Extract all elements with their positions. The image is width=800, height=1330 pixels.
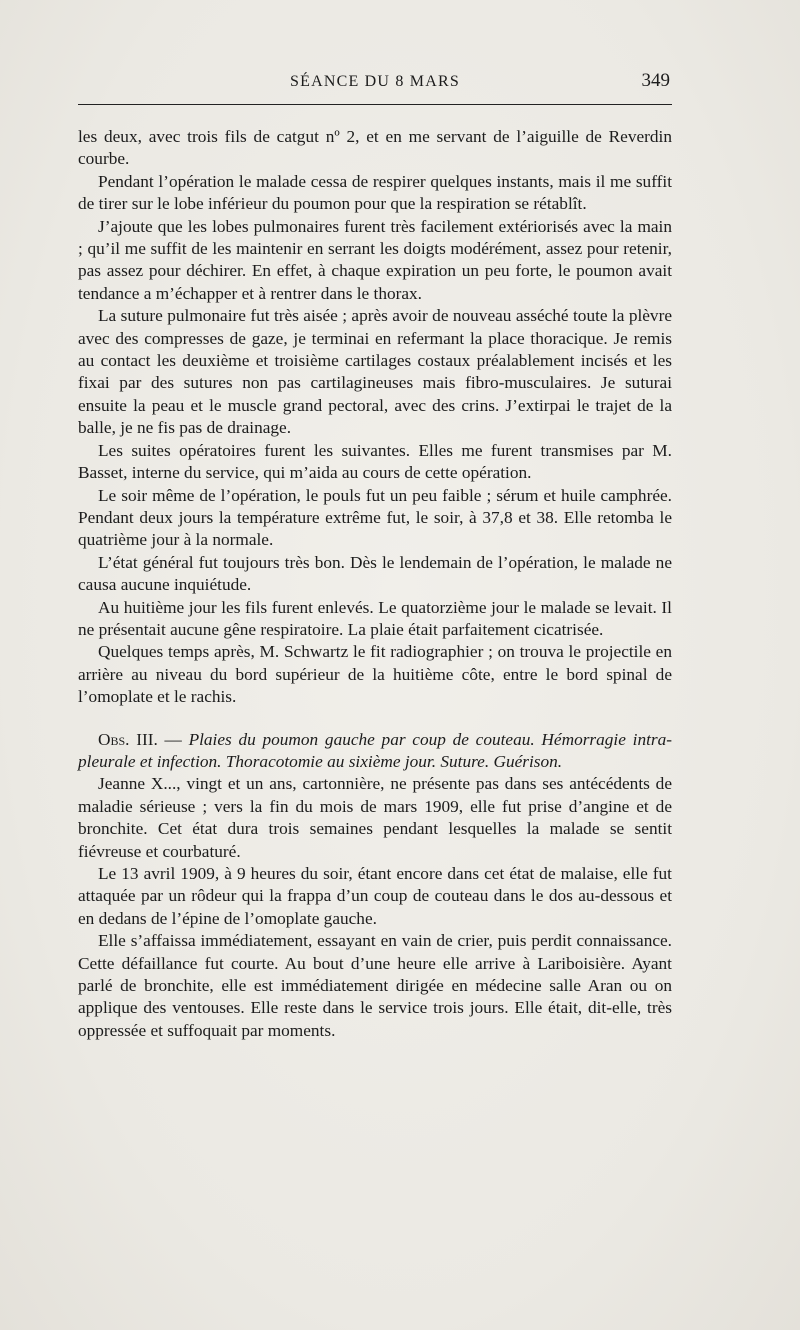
observation-label: Obs. III.: [98, 729, 158, 749]
page-header: [78, 68, 672, 96]
paragraph: Le 13 avril 1909, à 9 heures du soir, étant encore dans cet état de malaise, elle fut attaquée par un rôdeur qui la frappa d’un coup de couteau dans le dos au-dessous et en dedans de l’épine de l’omoplate gauche.: [78, 864, 672, 928]
observation-heading: [78, 729, 672, 774]
paragraph: Pendant l’opération le malade cessa de respirer quelques instants, mais il me suffit de tirer sur le lobe inférieur du poumon pour que la respiration se rétablît.: [78, 171, 672, 214]
running-title: SÉANCE DU 8 MARS: [290, 73, 460, 90]
page-number: 349: [641, 70, 670, 91]
paragraph: Le soir même de l’opération, le pouls fut un peu faible ; sérum et huile camphrée. Pendant deux jours la température extrême fut, le soir, à 37,8 et 38. Elle retomba le quatrième jour à la normale.: [78, 485, 672, 550]
observation-separator: —: [157, 729, 189, 749]
paragraph: Quelques temps après, M. Schwartz le fit radiographier ; on trouva le projectile en arrière au niveau du bord supérieur de la huitième côte, entre le bord spinal de l’omoplate et le rachis.: [78, 642, 672, 707]
paragraph: J’ajoute que les lobes pulmonaires furent très facilement extériorisés avec la main ; qu’il me suffit de les maintenir en serrant les doigts modérément, assez pour retenir, pas assez pour déchirer. En effet, à chaque expiration un peu forte, le poumon avait tendance a m’échapper et à rentrer dans le thorax.: [78, 216, 672, 303]
page-body: [78, 126, 672, 1042]
paragraph: Elle s’affaissa immédiatement, essayant en vain de crier, puis perdit connaissance. Cette défaillance fut courte. Au bout d’une heure elle arrive à Lariboisière. Ayant parlé de bronchite, elle est immédiatement dirigée en médecine salle Aran ou on applique des ventouses. Elle reste dans le service trois jours. Elle était, dit-elle, très oppressée et suffoquait par moments.: [78, 931, 672, 1040]
paragraph: Au huitième jour les fils furent enlevés. Le quatorzième jour le malade se levait. Il ne présentait aucune gêne respiratoire. La plaie était parfaitement cicatrisée.: [78, 597, 672, 639]
paragraph: Les suites opératoires furent les suivantes. Elles me furent transmises par M. Basset, interne du service, qui m’aida au cours de cette opération.: [78, 440, 672, 483]
paragraph: les deux, avec trois fils de catgut nº 2, et en me servant de l’aiguille de Reverdin courbe.: [78, 127, 672, 169]
paragraph: La suture pulmonaire fut très aisée ; après avoir de nouveau asséché toute la plèvre avec des compresses de gaze, je terminai en refermant la place thoracique. Je remis au contact les deuxième et troisième cartilages costaux préalablement incisés et les fixai par des sutures non pas cartilagineuses mais fibro-musculaires. Je suturai ensuite la peau et le muscle grand pectoral, avec des crins. J’extirpai le trajet de la balle, je ne fis pas de drainage.: [78, 306, 672, 438]
header-rule: [78, 104, 672, 105]
observation-title: Plaies du poumon gauche par coup de couteau. Hémorragie intra-pleurale et infection. Thoracotomie au sixième jour. Suture. Guérison.: [78, 729, 673, 771]
paragraph: Jeanne X..., vingt et un ans, cartonnière, ne présente pas dans ses antécédents de maladie sérieuse ; vers la fin du mois de mars 1909, elle fut prise d’angine et de bronchite. Cet état dura trois semaines pendant lesquelles la malade se sentit fiévreuse et courbaturé.: [78, 774, 672, 861]
paragraph: L’état général fut toujours très bon. Dès le lendemain de l’opération, le malade ne causa aucune inquiétude.: [78, 552, 672, 595]
